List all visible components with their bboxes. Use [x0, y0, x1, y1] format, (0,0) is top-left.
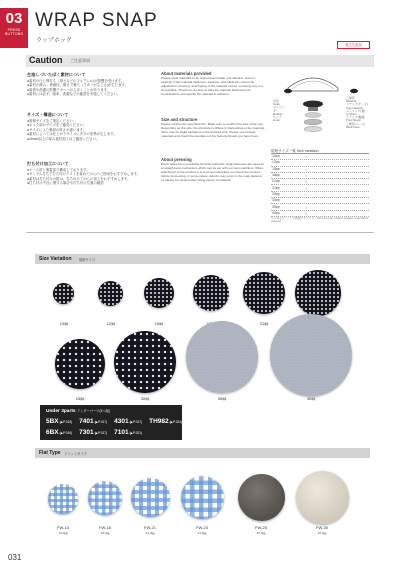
flat-button-fw25 [238, 474, 285, 521]
mark-cell: ○ [304, 204, 308, 210]
flat-button-fw18 [88, 481, 122, 515]
flat-code-label: FW-23 [196, 525, 208, 530]
en-text: Please send materials in an unprocessed state (not washed, dyed or treated). If the material thickness, elasticity, and hardness cannot be adjusted for covering, and fraying of the material occurs, covering may not be possible. Therefore, be sure to take the material thickness into consideration and specify the material in advance. [161, 75, 263, 96]
under-part-item [79, 418, 107, 425]
caution-jp-materials [27, 73, 145, 97]
page-ref-link[interactable]: (▶P.016) [59, 431, 73, 435]
caution-title: Caution [29, 55, 63, 65]
under-parts-row [46, 429, 142, 436]
diagram-label: Outer [273, 102, 281, 107]
button-10mm [53, 283, 74, 304]
under-part-item [46, 429, 72, 436]
flat-button-fw30 [296, 471, 349, 524]
flat-size-label: 15.0㎜ [58, 531, 68, 535]
caution-en-pressing [161, 158, 265, 182]
jp-line: ●素材の圧に弾打ち（厚さなどのフォアレル)が影響を受けます。 [27, 78, 125, 83]
flat-code-label: FW-25 [255, 525, 267, 530]
size-cell: 15㎜ [272, 166, 280, 171]
page-ref-link[interactable]: (▶P.024) [169, 420, 183, 424]
under-part-item [46, 418, 72, 425]
jp-line: ●素材には必ず、縮率、洗濯などの確認を実施してください。 [27, 92, 121, 97]
snap-socket-shape [304, 119, 322, 125]
button-35mm [186, 321, 258, 393]
page-ref-link[interactable]: (▶P.016) [59, 420, 73, 424]
jp-line: ●15mm以上の厚み素材加工はご確認ください。 [27, 136, 100, 141]
diagram-label: ホック [273, 115, 282, 120]
diagram-label: Cap material [346, 105, 363, 110]
flat-button-fw15 [48, 484, 78, 514]
section-badge [0, 8, 28, 48]
under-parts-subtitle: アンダーパーツ(3つ組) [76, 409, 111, 413]
mark-cell: ○ [304, 179, 308, 185]
page-ref-link[interactable]: (▶P.021) [129, 431, 143, 435]
diagram-label: スナップ(裏蓋) [346, 115, 366, 120]
under-parts-box [40, 405, 182, 440]
mark-cell: ○ [304, 185, 308, 191]
right-rivet-shape [350, 89, 358, 93]
jp-line: ●規格サイズをご指定ください。 [27, 118, 77, 123]
part-code: TH982 [149, 418, 169, 425]
flat-size-label: 25.0㎜ [256, 531, 266, 535]
section-label: PRESS BUTTONS [4, 28, 24, 36]
jp-line: ●素材によっては仕上がりサイズに多少の差異が生じます。 [27, 132, 117, 137]
jp-line: ●素材の薄み・伸縮性、硬さで裏穴（アタリが生じる)が生じます。 [27, 83, 128, 88]
flat-type-subtitle: フラットタイプ [64, 452, 87, 456]
mark-cell: ○ [304, 191, 308, 197]
made-to-order-stamp: 受注生産品 [337, 41, 370, 49]
jp-line: ●装着や洗濯の影響でカバーから浮くことがあります。 [27, 87, 111, 92]
size-cell: 30㎜ [272, 198, 280, 203]
button-40mm [270, 314, 352, 396]
mark-cell: ○ [304, 154, 308, 160]
section-number: 03 [5, 10, 23, 27]
divider [26, 232, 374, 233]
left-rivet-shape [284, 89, 292, 93]
back-base-shape [304, 127, 322, 132]
under-part-item [79, 429, 107, 436]
button-12mm [98, 281, 123, 306]
size-label: 40㎜ [306, 396, 316, 401]
size-cell: 10㎜ [272, 154, 280, 159]
caution-en-materials [161, 72, 265, 96]
button-23mm [295, 270, 341, 316]
hook-post-shape [308, 107, 318, 111]
flat-code-label: FW-30 [316, 525, 328, 530]
size-label: 12㎜ [106, 321, 116, 326]
button-30mm [114, 331, 176, 393]
diagram-label: Material [346, 99, 357, 104]
size-cell: 12㎜ [272, 160, 280, 165]
diagram-label: 外径 [273, 99, 279, 103]
flat-code-label: FW-15 [57, 525, 69, 530]
cap-shell-shape [288, 78, 338, 91]
en-heading: About pressing [161, 157, 192, 162]
jp-heading: 生地しづいたぱく素材について [27, 72, 86, 77]
size-label: 15㎜ [154, 321, 164, 326]
mark-cell: ○ [304, 173, 308, 179]
size-table [271, 148, 369, 217]
page-ref-link[interactable]: (▶P.017) [94, 420, 108, 424]
part-code: 7301 [79, 429, 94, 436]
jp-line: ●素材は打ち付けの際は、打ち付けてからの加工をおすすめします。 [27, 176, 131, 181]
diagram-label: 三層部(ベース) [346, 121, 366, 126]
diagram-label: スナップ(ゲージ) [346, 102, 368, 107]
under-parts-title-text: Under 3parts [46, 409, 76, 414]
caution-jp-pressing [27, 162, 145, 186]
diagram-label: Post Shank [346, 118, 361, 123]
jp-heading: サイズ・構造について [27, 112, 69, 117]
mark-cell: ○ [304, 166, 308, 172]
diagram-label: Cushion [346, 112, 357, 117]
part-code: 7401 [79, 418, 94, 425]
flat-size-label: 18.0㎜ [100, 531, 110, 535]
diagram-label: ゴムリング [273, 105, 285, 113]
flat-button-fw23 [181, 476, 224, 519]
part-code: 4301 [114, 418, 129, 425]
page-title: WRAP SNAP [35, 10, 158, 31]
size-cell: 23㎜ [272, 185, 280, 190]
size-cell: 40㎜ [272, 210, 280, 215]
jp-line: ●打ち付け不良に関する場合や打ち付け位置の確認 [27, 181, 104, 186]
part-code: 7101 [114, 429, 129, 436]
button-21mm [243, 272, 285, 314]
diagram-label: Back base [346, 124, 360, 129]
en-heading: About materials provided [161, 71, 212, 76]
caution-jp-size [27, 113, 145, 142]
page-ref-link[interactable]: (▶P.017) [129, 420, 143, 424]
under-parts-row [46, 418, 182, 425]
jp-line: ●ホック部のサイズをご確認ください。 [27, 123, 87, 128]
jp-line: ●ケース部と裏蓋部で構成しております。 [27, 167, 90, 172]
part-code: 5BX [46, 418, 59, 425]
size-table-note: ※○印はポケットの規格サイズです。Price list only if fabric (custom material) is ordered. [271, 216, 369, 224]
diagram-label: 三層部 [346, 96, 355, 100]
caution-subtitle: ご注意事項 [70, 58, 90, 63]
flat-type-title: Flat Type [39, 450, 61, 456]
size-label: 21㎜ [259, 321, 269, 326]
jp-line: ●サイズにより裏面の厚さが違います。 [27, 127, 87, 132]
size-label: 30㎜ [140, 396, 150, 401]
diagram-labels-left [273, 100, 287, 122]
size-cell: 18㎜ [272, 173, 280, 178]
en-text: Press holes are not suitable for thick materials. Snap fasteners are used as an attachment mechanism which can be set with our own machines. When attaching it to the product, it is recommended that you check the product before processing. In some cases, defects may occur in the snap fastener, so please be careful when using pieces of material. [161, 161, 264, 182]
jp-heading: 打ち付け加工について [27, 161, 69, 166]
diagram-label: Hook [273, 118, 280, 123]
under-parts-title [46, 408, 110, 414]
size-label: 25㎜ [75, 396, 85, 401]
size-label: 10㎜ [59, 321, 69, 326]
size-cell: 35㎜ [272, 204, 280, 209]
en-heading: Size and structure [161, 117, 198, 122]
diagram-labels-right [346, 97, 370, 129]
jp-line: ●サンプル打ちで打ち付けテストを重ねてからのご使用をおすすめします。 [27, 172, 141, 177]
under-part-item [149, 418, 182, 425]
under-part-item [114, 429, 142, 436]
material-layer-shape [303, 101, 323, 108]
button-25mm [55, 339, 105, 389]
size-label: 35㎜ [217, 396, 227, 401]
page-number: 031 [8, 553, 22, 562]
page-ref-link[interactable]: (▶P.017) [94, 431, 108, 435]
under-part-item [114, 418, 142, 425]
rubber-ring-shape [305, 113, 321, 118]
diagram-label: ゴムリング(裏) [346, 108, 366, 113]
flat-code-label: FW-21 [144, 525, 156, 530]
flat-size-label: 30.0㎜ [317, 531, 327, 535]
button-18mm [193, 275, 229, 311]
en-text: Please confirm the specified size. Make sure to confirm the size of the cap. Depending on the size, the structure is different. Depending on the material, there may be slight variations in the finished size. Please use heavier materials and check the operation of the buttons should you have them. [161, 121, 265, 138]
flat-size-label: 23.0㎜ [197, 531, 207, 535]
diagram-label: Rubber [273, 111, 283, 116]
size-cell: 25㎜ [272, 191, 280, 196]
size-variation-title: Size Variation [39, 256, 72, 262]
flat-size-label: 21.0㎜ [145, 531, 155, 535]
part-code: 6BX [46, 429, 59, 436]
page-subtitle: ラップホック [36, 38, 72, 44]
flat-code-label: FW-18 [99, 525, 111, 530]
button-15mm [144, 278, 174, 308]
flat-button-fw21 [131, 478, 170, 517]
caution-en-size [161, 118, 265, 139]
size-table-header: 規格サイズ一覧 Size variation [271, 148, 369, 154]
mark-cell: ○ [304, 210, 308, 216]
size-cell: 21㎜ [272, 179, 280, 184]
size-variation-subtitle: 規格サイズ [79, 258, 96, 262]
